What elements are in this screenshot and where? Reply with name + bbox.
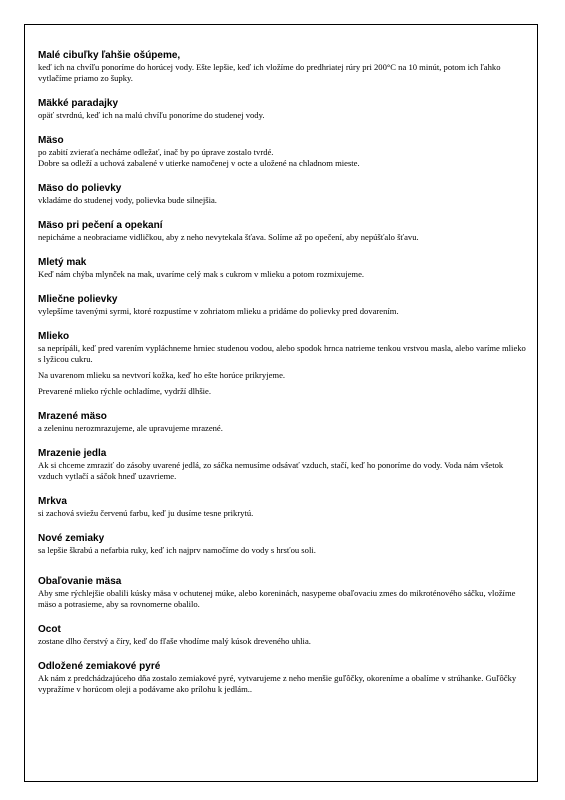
section-title: Odložené zemiakové pyré bbox=[38, 661, 161, 672]
section-odlozene-pyre bbox=[38, 661, 528, 695]
section-text: Na uvarenom mlieku sa nevtvorí kožka, keď ho ešte horúce prikryjeme. bbox=[38, 370, 286, 380]
section-mlety-mak bbox=[38, 257, 528, 280]
section-title: Mäso pri pečení a opekaní bbox=[38, 220, 163, 231]
section-mliecne-polievky bbox=[38, 294, 528, 317]
section-makke-paradajky bbox=[38, 98, 528, 121]
section-title: Mäkké paradajky bbox=[38, 98, 119, 109]
section-text: sa lepšie škrabú a nefarbia ruky, keď ich najprv namočíme do vody s hrsťou soli. bbox=[38, 545, 316, 555]
section-title: Ocot bbox=[38, 624, 61, 635]
section-text: po zabití zvieraťa necháme odležať, inač by po úprave zostalo tvrdé. Dobre sa odleží a uchová zabalené v utierke namočenej v octe a uložené na chladnom mieste. bbox=[38, 147, 360, 168]
section-mrazenie-jedla bbox=[38, 448, 528, 482]
document-content bbox=[38, 50, 528, 709]
section-male-cibulky bbox=[38, 50, 528, 84]
section-title: Mäso bbox=[38, 135, 64, 146]
section-title: Mletý mak bbox=[38, 257, 87, 268]
section-text: vylepšíme tavenými syrmi, ktoré rozpustíme v zohriatom mlieku a pridáme do polievky pred dovarením. bbox=[38, 306, 399, 316]
section-text: Ak si chceme zmraziť do zásoby uvarené jedlá, zo sáčka nemusíme odsávať vzduch, stačí, keď ho ponoríme do vody. Voda nám všetok vzduch vytlačí a sáčok hneď uzavrieme. bbox=[38, 460, 504, 481]
section-text: Prevarené mlieko rýchle ochladíme, vydrží dlhšie. bbox=[38, 386, 212, 396]
section-title: Mäso do polievky bbox=[38, 183, 122, 194]
section-title: Mrazenie jedla bbox=[38, 448, 107, 459]
section-text: Aby sme rýchlejšie obalili kúsky mäsa v ochutenej múke, alebo koreninách, nasypeme obaľovaciu zmes do mikroténového sáčku, vložíme mäso a potrasieme, aby sa rovnomerne obalilo. bbox=[38, 588, 516, 609]
section-text: Ak nám z predchádzajúceho dňa zostalo zemiakové pyré, vytvarujeme z neho menšie guľôčky, okoreníme a obalíme v strúhanke. Guľôčky vypražíme v horúcom oleji a podávame ako prílohu k jedlám.. bbox=[38, 673, 517, 694]
section-maso-do-polievky bbox=[38, 183, 528, 206]
section-text: vkladáme do studenej vody, polievka bude silnejšia. bbox=[38, 195, 217, 205]
section-text: keď ich na chvíľu ponoríme do horúcej vody. Ešte lepšie, keď ich vložíme do predhriatej rúry pri 200°C na 10 minút, potom ich ľahko vytlačíme priamo zo šupky. bbox=[38, 62, 501, 83]
section-title: Nové zemiaky bbox=[38, 533, 105, 544]
section-maso bbox=[38, 135, 528, 169]
section-title: Malé cibuľky ľahšie ošúpeme, bbox=[38, 50, 181, 61]
section-ocot bbox=[38, 624, 528, 647]
document-page bbox=[24, 24, 538, 782]
section-title: Mrkva bbox=[38, 496, 67, 507]
section-maso-pri-peceni bbox=[38, 220, 528, 243]
section-text: a zeleninu nerozmrazujeme, ale upravujeme mrazené. bbox=[38, 423, 223, 433]
section-title: Obaľovanie mäsa bbox=[38, 576, 122, 587]
section-text: Keď nám chýba mlynček na mak, uvaríme celý mak s cukrom v mlieku a potom rozmixujeme. bbox=[38, 269, 365, 279]
section-mlieko bbox=[38, 331, 528, 397]
section-mrazene-maso bbox=[38, 411, 528, 434]
section-text: si zachová sviežu červenú farbu, keď ju dusíme tesne prikrytú. bbox=[38, 508, 254, 518]
section-text: zostane dlho čerstvý a číry, keď do fľaše vhodíme malý kúsok dreveného uhlia. bbox=[38, 636, 311, 646]
section-title: Mliečne polievky bbox=[38, 294, 118, 305]
section-title: Mlieko bbox=[38, 331, 70, 342]
section-text: nepicháme a neobraciame vidličkou, aby z neho nevytekala šťava. Solíme až po opečení, aby nepúšťalo šťavu. bbox=[38, 232, 419, 242]
section-title: Mrazené mäso bbox=[38, 411, 107, 422]
section-obalovanie-masa bbox=[38, 576, 528, 610]
section-mrkva bbox=[38, 496, 528, 519]
section-text: opäť stvrdnú, keď ich na malú chvíľu ponoríme do studenej vody. bbox=[38, 110, 265, 120]
section-text: sa neprípáli, keď pred varením vypláchneme hrniec studenou vodou, alebo spodok hrnca natrieme tenkou vrstvou masla, alebo varíme mlieko s lyžicou cukru. bbox=[38, 343, 526, 364]
section-nove-zemiaky bbox=[38, 533, 528, 556]
